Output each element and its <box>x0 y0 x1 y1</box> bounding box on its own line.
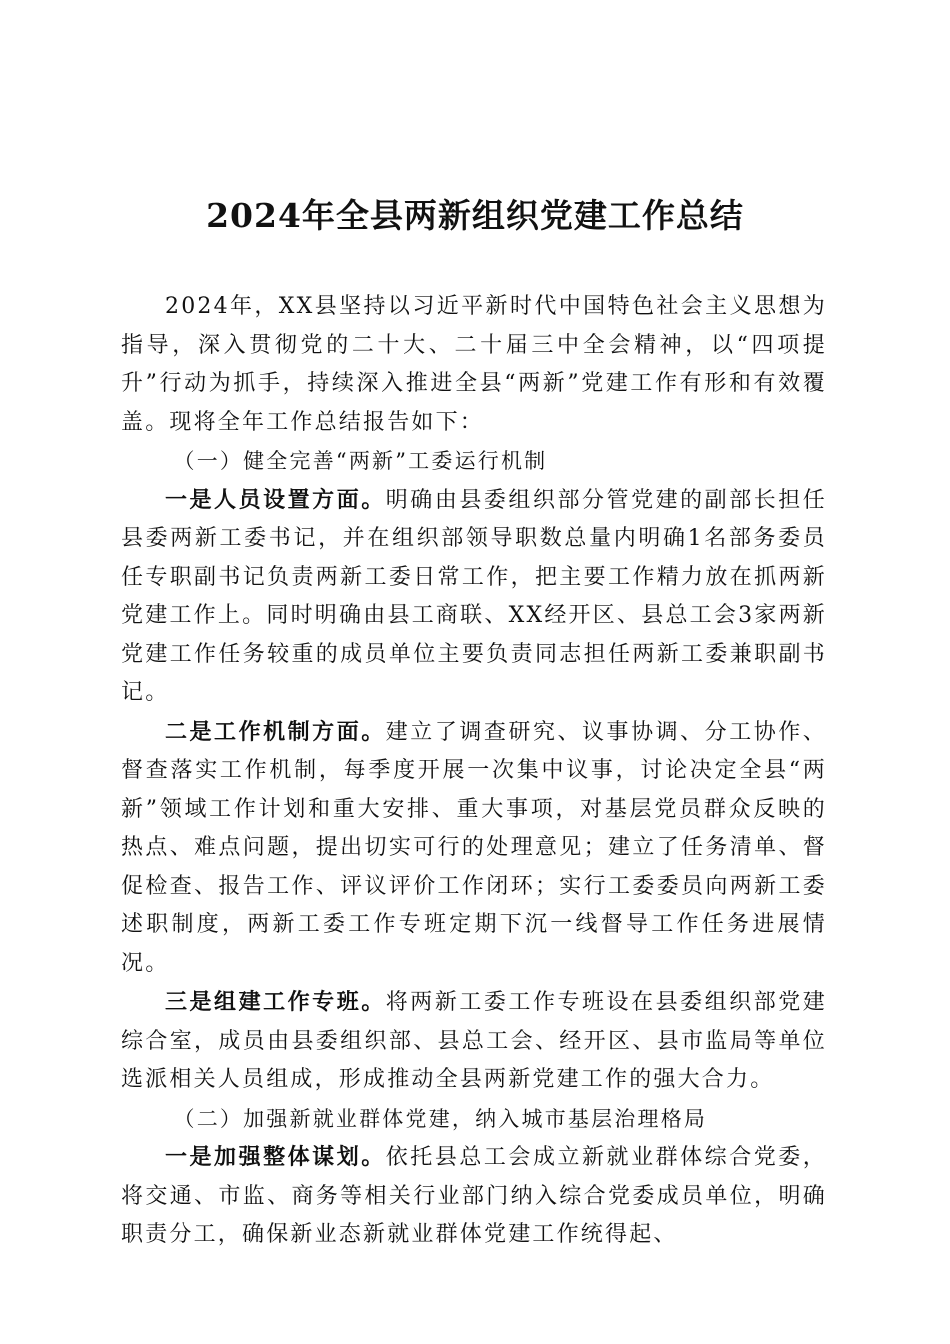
document-title: 2024年全县两新组织党建工作总结 <box>206 196 744 236</box>
intro-paragraph: 2024年，XX县坚持以习近平新时代中国特色社会主义思想为指导，深入贯彻党的二十大、二十届三中全会精神，以“四项提升”行动为抓手，持续深入推进全县“两新”党建工作有形和有效覆盖。现将全年工作总结报告如下： <box>121 294 827 435</box>
paragraph-mechanism <box>121 713 827 984</box>
paragraph-lead: 一是加强整体谋划。 <box>165 1144 386 1170</box>
paragraph-personnel <box>121 481 827 713</box>
paragraph-lead: 二是工作机制方面。 <box>165 718 386 745</box>
paragraph-planning <box>121 1138 827 1255</box>
paragraph-lead: 一是人员设置方面。 <box>165 486 386 513</box>
paragraph-task-force <box>121 983 827 1100</box>
section-heading-2: （二）加强新就业群体党建，纳入城市基层治理格局 <box>173 1106 708 1131</box>
paragraph-text: 建立了调查研究、议事协调、分工协作、督查落实工作机制，每季度开展一次集中议事，讨论决定全县“两新”领域工作计划和重大安排、重大事项，对基层党员群众反映的热点、难点问题，提出切实可行的处理意见；建立了任务清单、督促检查、报告工作、评议评价工作闭环；实行工委委员向两新工委述职制度，两新工委工作专班定期下沉一线督导工作任务进展情况。 <box>121 719 827 976</box>
paragraph-text: 依托县总工会成立新就业群体综合党委，将交通、市监、商务等相关行业部门纳入综合党委成员单位，明确职责分工，确保新业态新就业群体党建工作统得起、 <box>121 1145 827 1247</box>
section-heading-1: （一）健全完善“两新”工委运行机制 <box>173 449 548 473</box>
paragraph-lead: 三是组建工作专班。 <box>165 989 386 1015</box>
paragraph-text: 明确由县委组织部分管党建的副部长担任县委两新工委书记，并在组织部领导职数总量内明确1名部务委员任专职副书记负责两新工委日常工作，把主要工作精力放在抓两新党建工作上。同时明确由县工商联、XX经开区、县总工会3家两新党建工作任务较重的成员单位主要负责同志担任两新工委兼职副书记。 <box>121 487 827 705</box>
paragraph-text: 将两新工委工作专班设在县委组织部党建综合室，成员由县委组织部、县总工会、经开区、县市监局等单位选派相关人员组成，形成推动全县两新党建工作的强大合力。 <box>121 990 827 1092</box>
document-body <box>121 288 827 1255</box>
